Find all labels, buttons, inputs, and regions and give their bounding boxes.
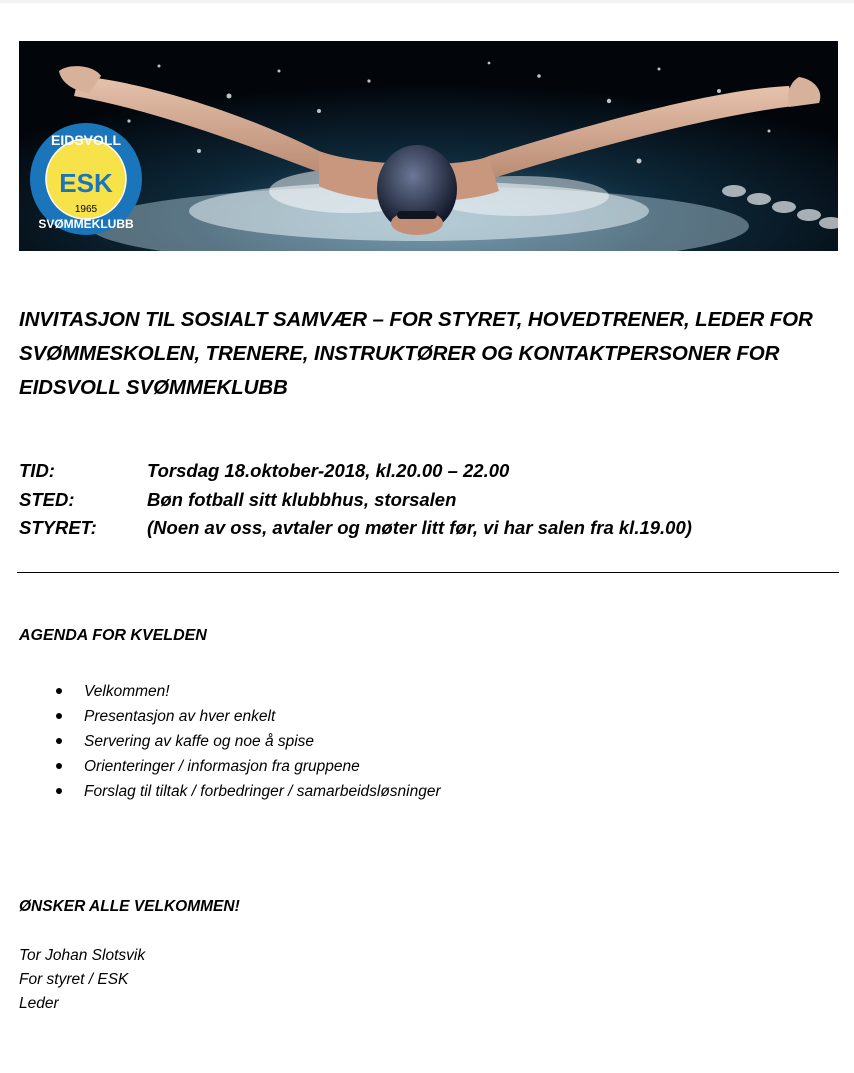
signature-name: Tor Johan Slotsvik xyxy=(19,947,146,964)
info-label: STYRET: xyxy=(19,517,97,539)
info-row-place xyxy=(19,486,839,515)
bullet-icon xyxy=(56,688,62,694)
list-item-text: Orienteringer / informasjon fra gruppene xyxy=(84,758,360,775)
info-row-board xyxy=(19,514,839,543)
list-item-text: Presentasjon av hver enkelt xyxy=(84,708,276,725)
list-item xyxy=(19,754,441,779)
logo-bottom-text: SVØMMEKLUBB xyxy=(38,217,134,231)
list-item xyxy=(19,729,441,754)
header-banner-image xyxy=(19,41,838,251)
bullet-icon xyxy=(56,713,62,719)
agenda-heading: AGENDA FOR KVELDEN xyxy=(19,627,207,644)
list-item-text: Velkommen! xyxy=(84,683,170,700)
signature-role: Leder xyxy=(19,995,59,1012)
horizontal-divider xyxy=(17,572,839,573)
page-top-edge xyxy=(0,0,854,3)
club-logo xyxy=(30,123,142,235)
info-value: Torsdag 18.oktober-2018, kl.20.00 – 22.00 xyxy=(147,460,510,482)
welcome-text: ØNSKER ALLE VELKOMMEN! xyxy=(19,898,240,915)
swimmer-photo xyxy=(19,41,838,251)
bullet-icon xyxy=(56,788,62,794)
logo-center-text: ESK xyxy=(59,168,113,198)
bullet-icon xyxy=(56,763,62,769)
agenda-list xyxy=(19,679,441,804)
signature-block xyxy=(19,944,145,1016)
info-value: (Noen av oss, avtaler og møter litt før, vi har salen fra kl.19.00) xyxy=(147,517,692,539)
list-item-text: Servering av kaffe og noe å spise xyxy=(84,733,315,750)
logo-year: 1965 xyxy=(74,204,98,215)
list-item-text: Forslag til tiltak / forbedringer / samarbeidsløsninger xyxy=(84,783,441,800)
signature-org: For styret / ESK xyxy=(19,971,129,988)
logo-top-text: EIDSVOLL xyxy=(50,132,122,148)
list-item xyxy=(19,704,441,729)
info-label: STED: xyxy=(19,488,75,510)
info-label: TID: xyxy=(19,460,55,482)
list-item xyxy=(19,679,441,704)
bullet-icon xyxy=(56,738,62,744)
event-details xyxy=(19,457,839,543)
list-item xyxy=(19,779,441,804)
info-value: Bøn fotball sitt klubbhus, storsalen xyxy=(147,488,457,510)
invitation-title: INVITASJON TIL SOSIALT SAMVÆR – FOR STYRET, HOVEDTRENER, LEDER FOR SVØMMESKOLEN, TRENERE, INSTRUKTØRER OG KONTAKTPERSONER FOR EIDSVOLL SVØMMEKLUBB xyxy=(19,308,813,399)
info-row-time xyxy=(19,457,839,486)
